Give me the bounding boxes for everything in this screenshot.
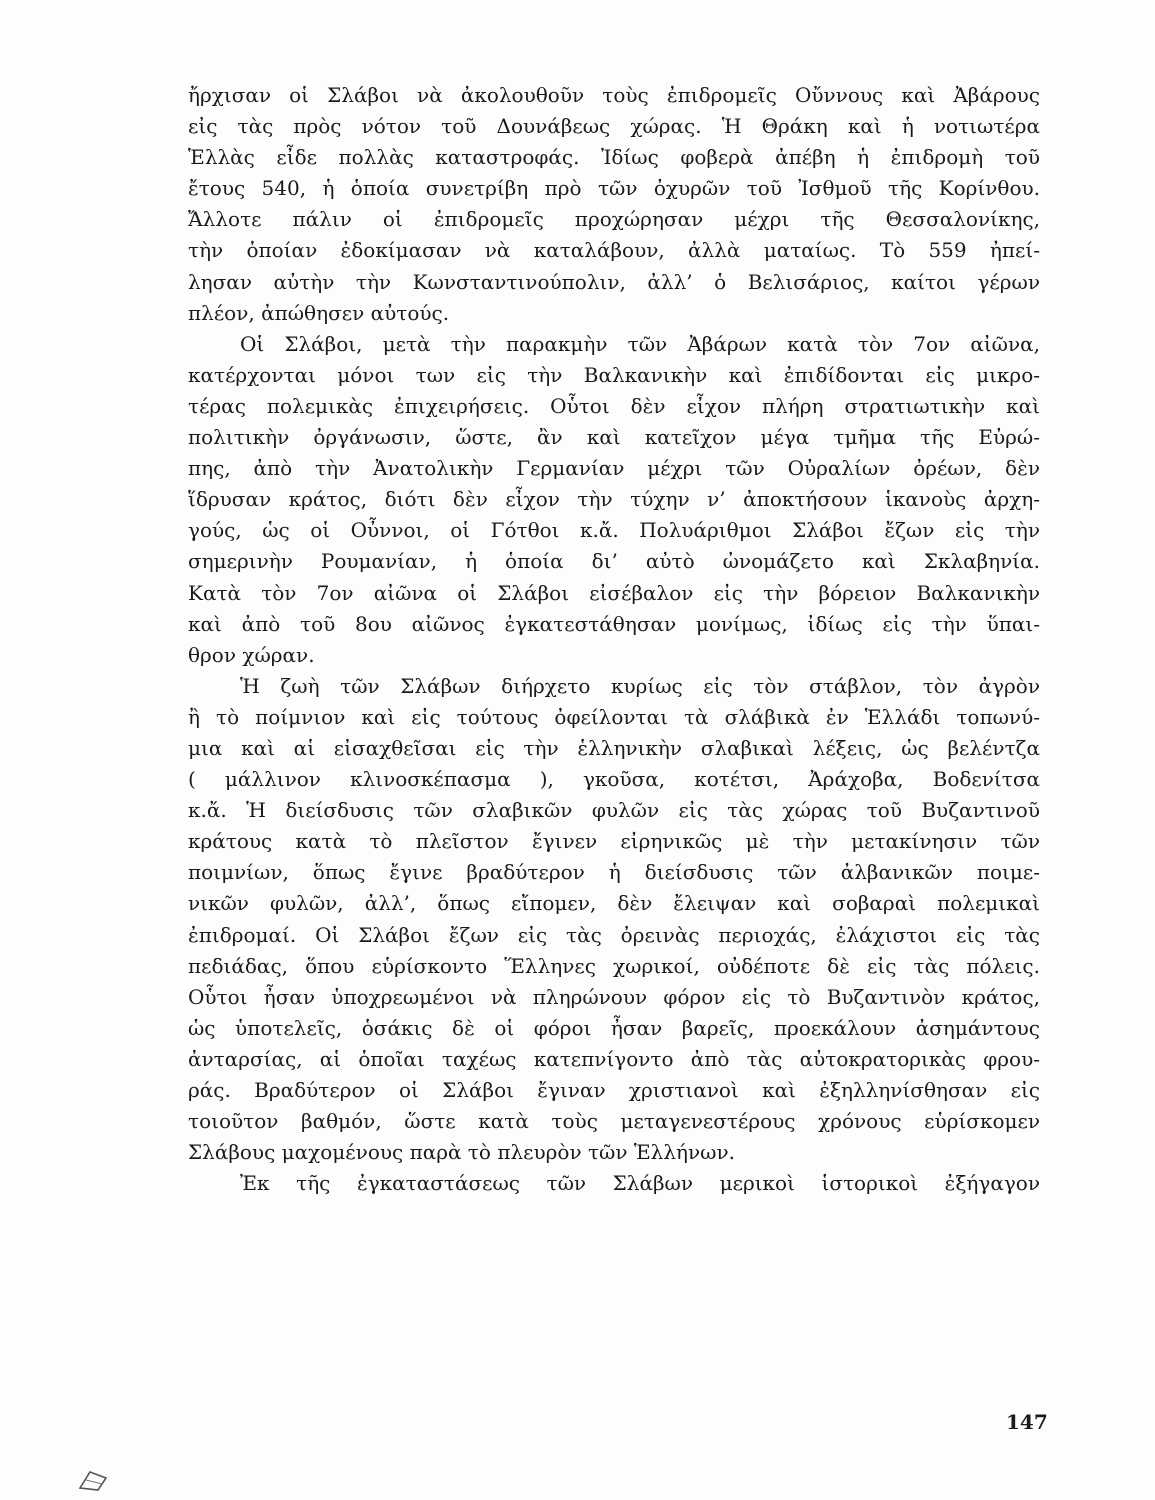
text-line: ποιμνίων, ὅπως ἔγινε βραδύτερον ἡ διείσδυσις τῶν ἀλβανικῶν ποιμε-: [188, 860, 1040, 885]
text-line: πλέον, ἀπώθησεν αὐτούς.: [188, 300, 450, 325]
text-line: τέρας πολεμικὰς ἐπιχειρήσεις. Οὗτοι δὲν εἶχον πλήρη στρατιωτικὴν καὶ: [188, 393, 1040, 418]
text-line: μια καὶ αἱ εἰσαχθεῖσαι εἰς τὴν ἑλληνικὴν σλαβικαὶ λέξεις, ὡς βελέντζα: [188, 735, 1040, 760]
text-line: πολιτικὴν ὀργάνωσιν, ὥστε, ἂν καὶ κατεῖχον μέγα τμῆμα τῆς Εὐρώ-: [188, 425, 1040, 450]
body-text: [188, 80, 1040, 1199]
text-line: ὡς ὑποτελεῖς, ὁσάκις δὲ οἱ φόροι ἦσαν βαρεῖς, προεκάλουν ἀσημάντους: [188, 1015, 1040, 1040]
text-line: κράτους κατὰ τὸ πλεῖστον ἔγινεν εἰρηνικῶς μὲ τὴν μετακίνησιν τῶν: [188, 829, 1040, 854]
text-line: Οὗτοι ἦσαν ὑποχρεωμένοι νὰ πληρώνουν φόρον εἰς τὸ Βυζαντινὸν κράτος,: [188, 984, 1040, 1009]
paragraph-start: Ἐκ τῆς ἐγκαταστάσεως τῶν Σλάβων μερικοὶ ἱστορικοὶ ἐξήγαγον: [240, 1171, 1040, 1196]
text-line: τοιοῦτον βαθμόν, ὥστε κατὰ τοὺς μεταγενεστέρους χρόνους εὑρίσκομεν: [188, 1109, 1040, 1134]
text-line: πης, ἀπὸ τὴν Ἀνατολικὴν Γερμανίαν μέχρι τῶν Οὐραλίων ὀρέων, δὲν: [188, 456, 1040, 481]
paragraph-start: Ἡ ζωὴ τῶν Σλάβων διήρχετο κυρίως εἰς τὸν στάβλον, τὸν ἀγρὸν: [240, 673, 1040, 698]
text-line: λησαν αὐτὴν τὴν Κωνσταντινούπολιν, ἀλλ’ ὁ Βελισάριος, καίτοι γέρων: [188, 269, 1040, 294]
page-number: 147: [1006, 1410, 1048, 1434]
text-line: ἤρχισαν οἱ Σλάβοι νὰ ἀκολουθοῦν τοὺς ἐπιδρομεῖς Οὔννους καὶ Ἀβάρους: [188, 83, 1040, 107]
text-line: νικῶν φυλῶν, ἀλλ’, ὅπως εἴπομεν, δὲν ἔλειψαν καὶ σοβαραὶ πολεμικαὶ: [188, 891, 1040, 916]
text-line: ( μάλλινον κλινοσκέπασμα ), γκοῦσα, κοτέτσι, Ἀράχοβα, Βοδενίτσα: [188, 767, 1040, 792]
text-line: Ἄλλοτε πάλιν οἱ ἐπιδρομεῖς προχώρησαν μέχρι τῆς Θεσσαλονίκης,: [188, 207, 1040, 232]
text-line: ἵδρυσαν κράτος, διότι δὲν εἶχον τὴν τύχην ν’ ἀποκτήσουν ἱκανοὺς ἀρχη-: [188, 487, 1040, 512]
text-line: καὶ ἀπὸ τοῦ 8ου αἰῶνος ἐγκατεστάθησαν μονίμως, ἰδίως εἰς τὴν ὕπαι-: [188, 611, 1040, 636]
text-line: Κατὰ τὸν 7ον αἰῶνα οἱ Σλάβοι εἰσέβαλον εἰς τὴν βόρειον Βαλκανικὴν: [188, 580, 1040, 605]
text-line: πεδιάδας, ὅπου εὑρίσκοντο Ἕλληνες χωρικοί, οὐδέποτε δὲ εἰς τὰς πόλεις.: [188, 953, 1040, 978]
text-line: ἀνταρσίας, αἱ ὁποῖαι ταχέως κατεπνίγοντο ἀπὸ τὰς αὐτοκρατορικὰς φρου-: [188, 1046, 1040, 1071]
pencil-mark-icon: [76, 1466, 112, 1492]
text-line: τὴν ὁποίαν ἐδοκίμασαν νὰ καταλάβουν, ἀλλὰ ματαίως. Τὸ 559 ἠπεί-: [188, 238, 1040, 263]
text-line: ράς. Βραδύτερον οἱ Σλάβοι ἔγιναν χριστιανοὶ καὶ ἐξηλληνίσθησαν εἰς: [188, 1078, 1040, 1102]
text-line: γούς, ὡς οἱ Οὖννοι, οἱ Γότθοι κ.ἄ. Πολυάριθμοι Σλάβοι ἔζων εἰς τὴν: [188, 518, 1040, 543]
text-line: ἐπιδρομαί. Οἱ Σλάβοι ἔζων εἰς τὰς ὀρεινὰς περιοχάς, ἐλάχιστοι εἰς τὰς: [188, 922, 1040, 947]
text-line: κ.ἄ. Ἡ διείσδυσις τῶν σλαβικῶν φυλῶν εἰς τὰς χώρας τοῦ Βυζαντινοῦ: [188, 798, 1040, 823]
text-line: ἔτους 540, ἡ ὁποία συνετρίβη πρὸ τῶν ὀχυρῶν τοῦ Ἰσθμοῦ τῆς Κορίνθου.: [188, 176, 1040, 201]
text-line: Ἑλλὰς εἶδε πολλὰς καταστροφάς. Ἰδίως φοβερὰ ἀπέβη ἡ ἐπιδρομὴ τοῦ: [188, 145, 1040, 170]
text-line: Σλάβους μαχομένους παρὰ τὸ πλευρὸν τῶν Ἑλλήνων.: [188, 1140, 736, 1165]
text-line: σημερινὴν Ρουμανίαν, ἡ ὁποία δι’ αὐτὸ ὠνομάζετο καὶ Σκλαβηνία.: [188, 549, 1040, 574]
text-line: ἢ τὸ ποίμνιον καὶ εἰς τούτους ὀφείλονται τὰ σλάβικὰ ἐν Ἑλλάδι τοπωνύ-: [188, 704, 1040, 729]
text-line: κατέρχονται μόνοι των εἰς τὴν Βαλκανικὴν καὶ ἐπιδίδονται εἰς μικρο-: [188, 362, 1040, 387]
paragraph-start: Οἱ Σλάβοι, μετὰ τὴν παρακμὴν τῶν Ἀβάρων κατὰ τὸν 7ον αἰῶνα,: [240, 331, 1040, 356]
text-line: εἰς τὰς πρὸς νότον τοῦ Δουνάβεως χώρας. Ἡ Θράκη καὶ ἡ νοτιωτέρα: [188, 114, 1040, 139]
text-line: θρον χώραν.: [188, 642, 315, 667]
